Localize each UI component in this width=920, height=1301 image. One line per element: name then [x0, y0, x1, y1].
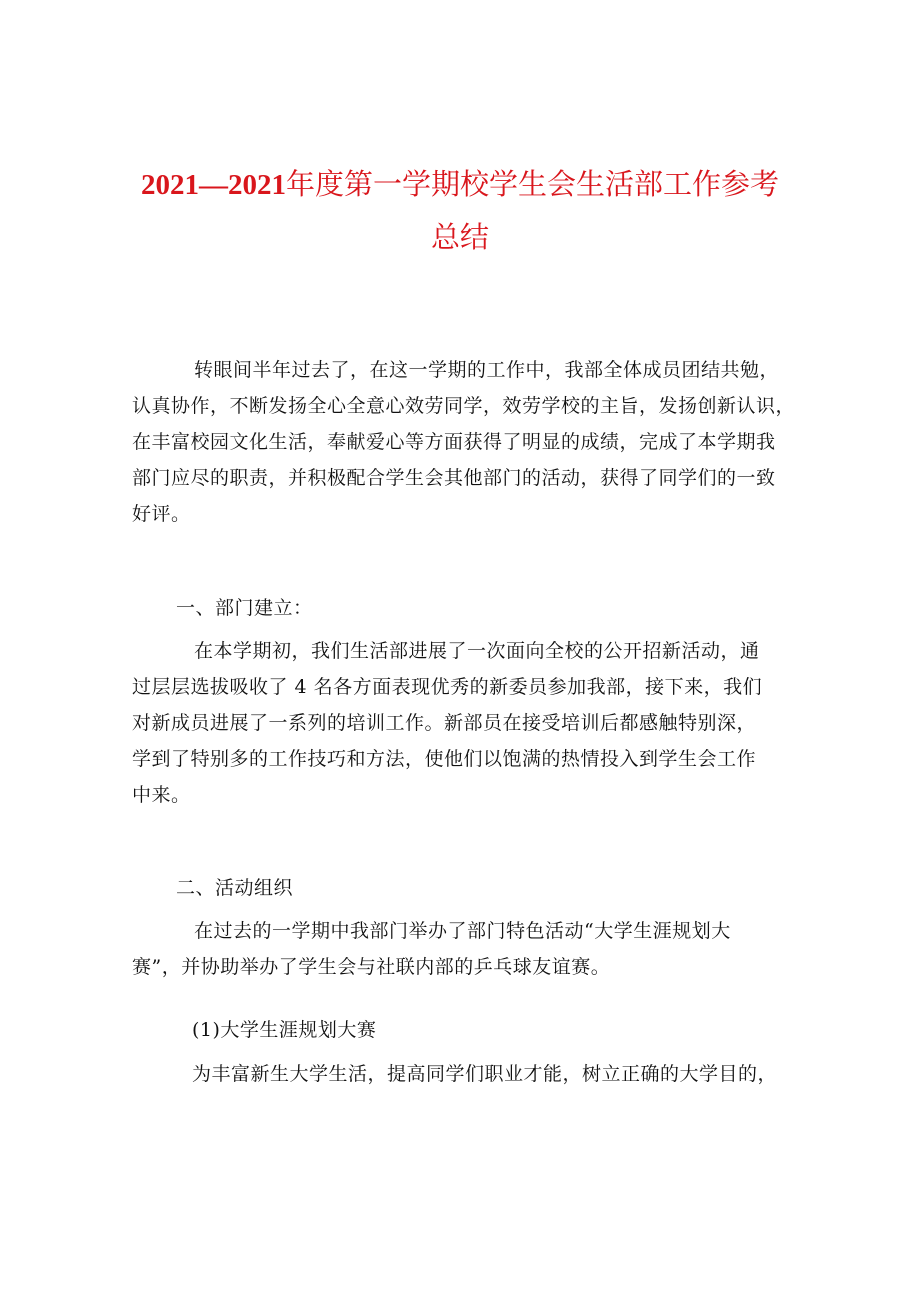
department-line: 中来。 — [132, 784, 191, 806]
activities-line: 赛”，并协助举办了学生会与社联内部的乒乓球友谊赛。 — [132, 956, 611, 978]
section-heading-activities: 二、活动组织 — [176, 877, 294, 899]
title-line-2: 总结 — [430, 220, 489, 254]
activities-line: 在过去的一学期中我部门举办了部门特色活动“大学生涯规划大 — [194, 920, 731, 942]
intro-line: 好评。 — [132, 503, 191, 525]
department-line: 学到了特别多的工作技巧和方法，使他们以饱满的热情投入到学生会工作 — [132, 748, 757, 770]
section-heading-department: 一、部门建立： — [176, 597, 313, 619]
intro-line: 认真协作，不断发扬全心全意心效劳同学，效劳学校的主旨，发扬创新认识， — [132, 395, 796, 417]
career-contest-paragraph: 为丰富新生大学生活，提高同学们职业才能，树立正确的大学目的， — [192, 1063, 778, 1085]
department-line: 对新成员进展了一系列的培训工作。新部员在接受培训后都感触特别深， — [132, 712, 757, 734]
title-year: 2021—2021 — [140, 169, 286, 201]
intro-line: 在丰富校园文化生活，奉献爱心等方面获得了明显的成绩，完成了本学期我 — [132, 431, 776, 453]
department-line: 在本学期初，我们生活部进展了一次面向全校的公开招新活动，通 — [194, 640, 760, 662]
intro-line: 部门应尽的职责，并积极配合学生会其他部门的活动，获得了同学们的一致 — [132, 467, 776, 489]
intro-line: 转眼间半年过去了，在这一学期的工作中，我部全体成员团结共勉， — [194, 359, 780, 381]
subsection-heading-career-contest: (1)大学生涯规划大赛 — [192, 1019, 377, 1041]
document-title — [120, 158, 800, 263]
department-line: 过层层选拔吸收了 4 名各方面表现优秀的新委员参加我部，接下来，我们 — [132, 676, 763, 698]
department-paragraph — [132, 633, 812, 813]
title-line-1 — [120, 158, 800, 211]
activities-paragraph — [132, 913, 812, 985]
intro-paragraph — [132, 352, 812, 532]
title-line-1-text: 年度第一学期校学生会生活部工作参考 — [285, 167, 779, 201]
